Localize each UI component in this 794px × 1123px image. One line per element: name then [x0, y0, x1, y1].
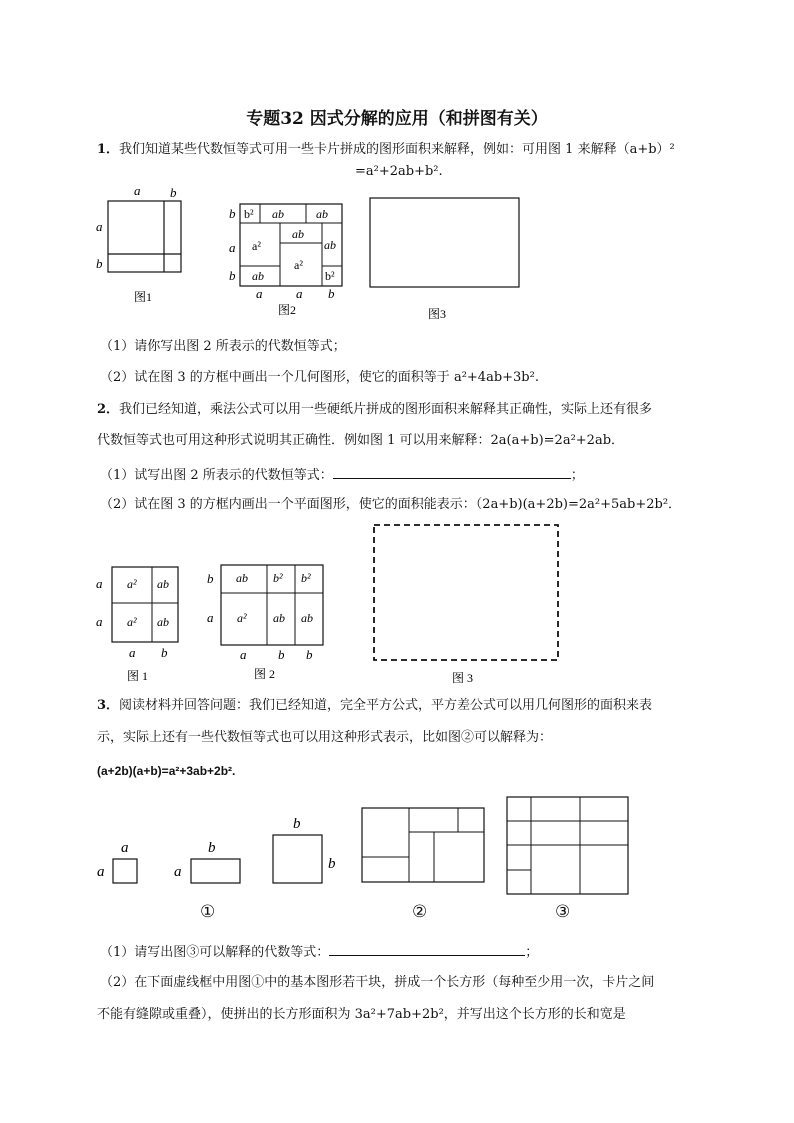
q3-sub2-line1: （2）在下面虚线框中用图①中的基本图形若干块，拼成一个长方形（每种至少用一次，卡片之间 — [100, 975, 655, 990]
fig3-caption: 图3 — [428, 307, 447, 321]
q3-fig-label-3: ③ — [555, 902, 571, 922]
q2f1-left: a — [96, 576, 103, 591]
q1-number: 1． — [97, 142, 120, 157]
q2-sub2: （2）试在图 3 的方框内画出一个平面图形，使它的面积能表示：（2a+b)(a+2b)=2a²+5ab+2b²． — [100, 497, 682, 512]
q2-number: 2． — [97, 402, 120, 417]
q2f2-cell: ab — [236, 571, 248, 585]
q2f2-bottom: a — [240, 647, 247, 662]
q2-figure2 — [204, 562, 329, 684]
q3-stem-line2: 示，实际上还有一些代数恒等式也可以用这种形式表示，比如图②可以解释为： — [97, 730, 553, 745]
q3-figure2 — [360, 806, 490, 886]
fig2-cell: ab — [292, 227, 304, 241]
q3-figure3 — [505, 795, 633, 897]
q2f2-left: a — [207, 610, 214, 625]
q2f2-caption: 图 2 — [254, 667, 276, 681]
q2f2-bottom: b — [278, 647, 285, 662]
q2-stem-line1: 2．我们已经知道，乘法公式可以用一些硬纸片拼成的图形面积来解释其正确性，实际上还有很多 — [97, 402, 653, 417]
q2f1-caption: 图 1 — [127, 669, 149, 683]
q1-figure1 — [92, 183, 192, 308]
q2f2-cell: b² — [301, 571, 311, 585]
q1-sub2: （2）试在图 3 的方框中画出一个几何图形，使它的面积等于 a²+4ab+3b². — [100, 370, 539, 385]
fig1-left-b: b — [96, 256, 103, 271]
fig2-cell: ab — [316, 207, 328, 221]
q3-identity: (a+2b)(a+b)=a²+3ab+2b². — [97, 764, 236, 778]
fig2-left: b — [229, 268, 236, 283]
fig2-cell: ab — [272, 207, 284, 221]
q2f2-cell: b² — [273, 571, 283, 585]
q2f1-cell: ab — [157, 577, 169, 591]
q1-stem-line2: =a²+2ab+b². — [355, 164, 443, 179]
q2f2-cell: ab — [273, 611, 285, 625]
fig1-top-b: b — [170, 185, 177, 200]
q2f1-cell: a² — [127, 577, 137, 591]
q2f1-cell: a² — [127, 615, 137, 629]
q2f2-cell: ab — [301, 611, 313, 625]
q2f2-bottom: b — [306, 647, 313, 662]
q1-figure2 — [226, 200, 351, 320]
q3-fig-label-1: ① — [200, 902, 216, 922]
q2-figure3 — [370, 522, 565, 687]
q2f3-caption: 图 3 — [452, 671, 474, 685]
q3-sub2-line2: 不能有缝隙或重叠），使拼出的长方形面积为 3a²+7ab+2b²，并写出这个长方形的长和宽是 — [97, 1007, 626, 1022]
q3-fig-label-2: ② — [412, 902, 428, 922]
q2-stem-line2: 代数恒等式也可用这种形式说明其正确性．例如图 1 可以用来解释：2a(a+b)=2a²+2ab． — [97, 433, 625, 448]
q3-answer-blank-1[interactable] — [329, 942, 525, 956]
fig2-cell: ab — [252, 269, 264, 283]
fig2-bottom: b — [328, 286, 335, 301]
q1-figure3 — [368, 196, 523, 326]
fig1-top-a: a — [134, 183, 141, 198]
q1-sub1: （1）请你写出图 2 所表示的代数恒等式； — [100, 339, 346, 354]
q3-pieces — [94, 808, 334, 888]
fig2-cell: b² — [244, 207, 254, 221]
q2f1-bottom: b — [161, 645, 168, 660]
fig2-left: a — [229, 240, 236, 255]
q2f2-cell: a² — [237, 611, 247, 625]
q3-number: 3． — [97, 698, 120, 713]
fig2-cell: ab — [324, 238, 336, 252]
q2f1-left: a — [96, 614, 103, 629]
q2-sub1: （1）试写出图 2 所表示的代数恒等式： ； — [100, 465, 584, 485]
q2f1-cell: ab — [157, 615, 169, 629]
q3-sub1: （1）请写出图③可以解释的代数等式： ； — [100, 942, 538, 962]
piece-sq-a-top: a — [121, 840, 129, 856]
fig1-caption: 图1 — [134, 290, 153, 304]
q3-stem-line1: 3．阅读材料并回答问题：我们已经知道，完全平方公式，平方差公式可以用几何图形的面积来表 — [97, 698, 653, 713]
q2-answer-blank-1[interactable] — [333, 465, 571, 479]
piece-sq-b-top: b — [293, 816, 301, 832]
q2f1-bottom: a — [129, 645, 136, 660]
fig2-cell: a² — [252, 239, 261, 253]
fig2-cell: b² — [325, 269, 335, 283]
page-title: 专题32 因式分解的应用（和拼图有关） — [246, 109, 548, 129]
fig2-caption: 图2 — [278, 303, 297, 317]
piece-sq-a-side: a — [97, 864, 105, 880]
piece-rect-a: a — [174, 864, 182, 880]
fig2-bottom: a — [256, 286, 263, 301]
piece-rect-b: b — [208, 840, 216, 856]
fig1-left-a: a — [96, 219, 103, 234]
fig2-left: b — [229, 206, 236, 221]
q2-figure1 — [93, 562, 188, 687]
fig2-cell: a² — [294, 258, 303, 272]
q1-stem-line1: 1．我们知道某些代数恒等式可用一些卡片拼成的图形面积来解释，例如：可用图 1 来解释（a+b）² — [97, 142, 675, 157]
q2f2-left: b — [207, 571, 214, 586]
fig2-bottom: a — [296, 286, 303, 301]
piece-sq-b-side: b — [328, 856, 336, 872]
